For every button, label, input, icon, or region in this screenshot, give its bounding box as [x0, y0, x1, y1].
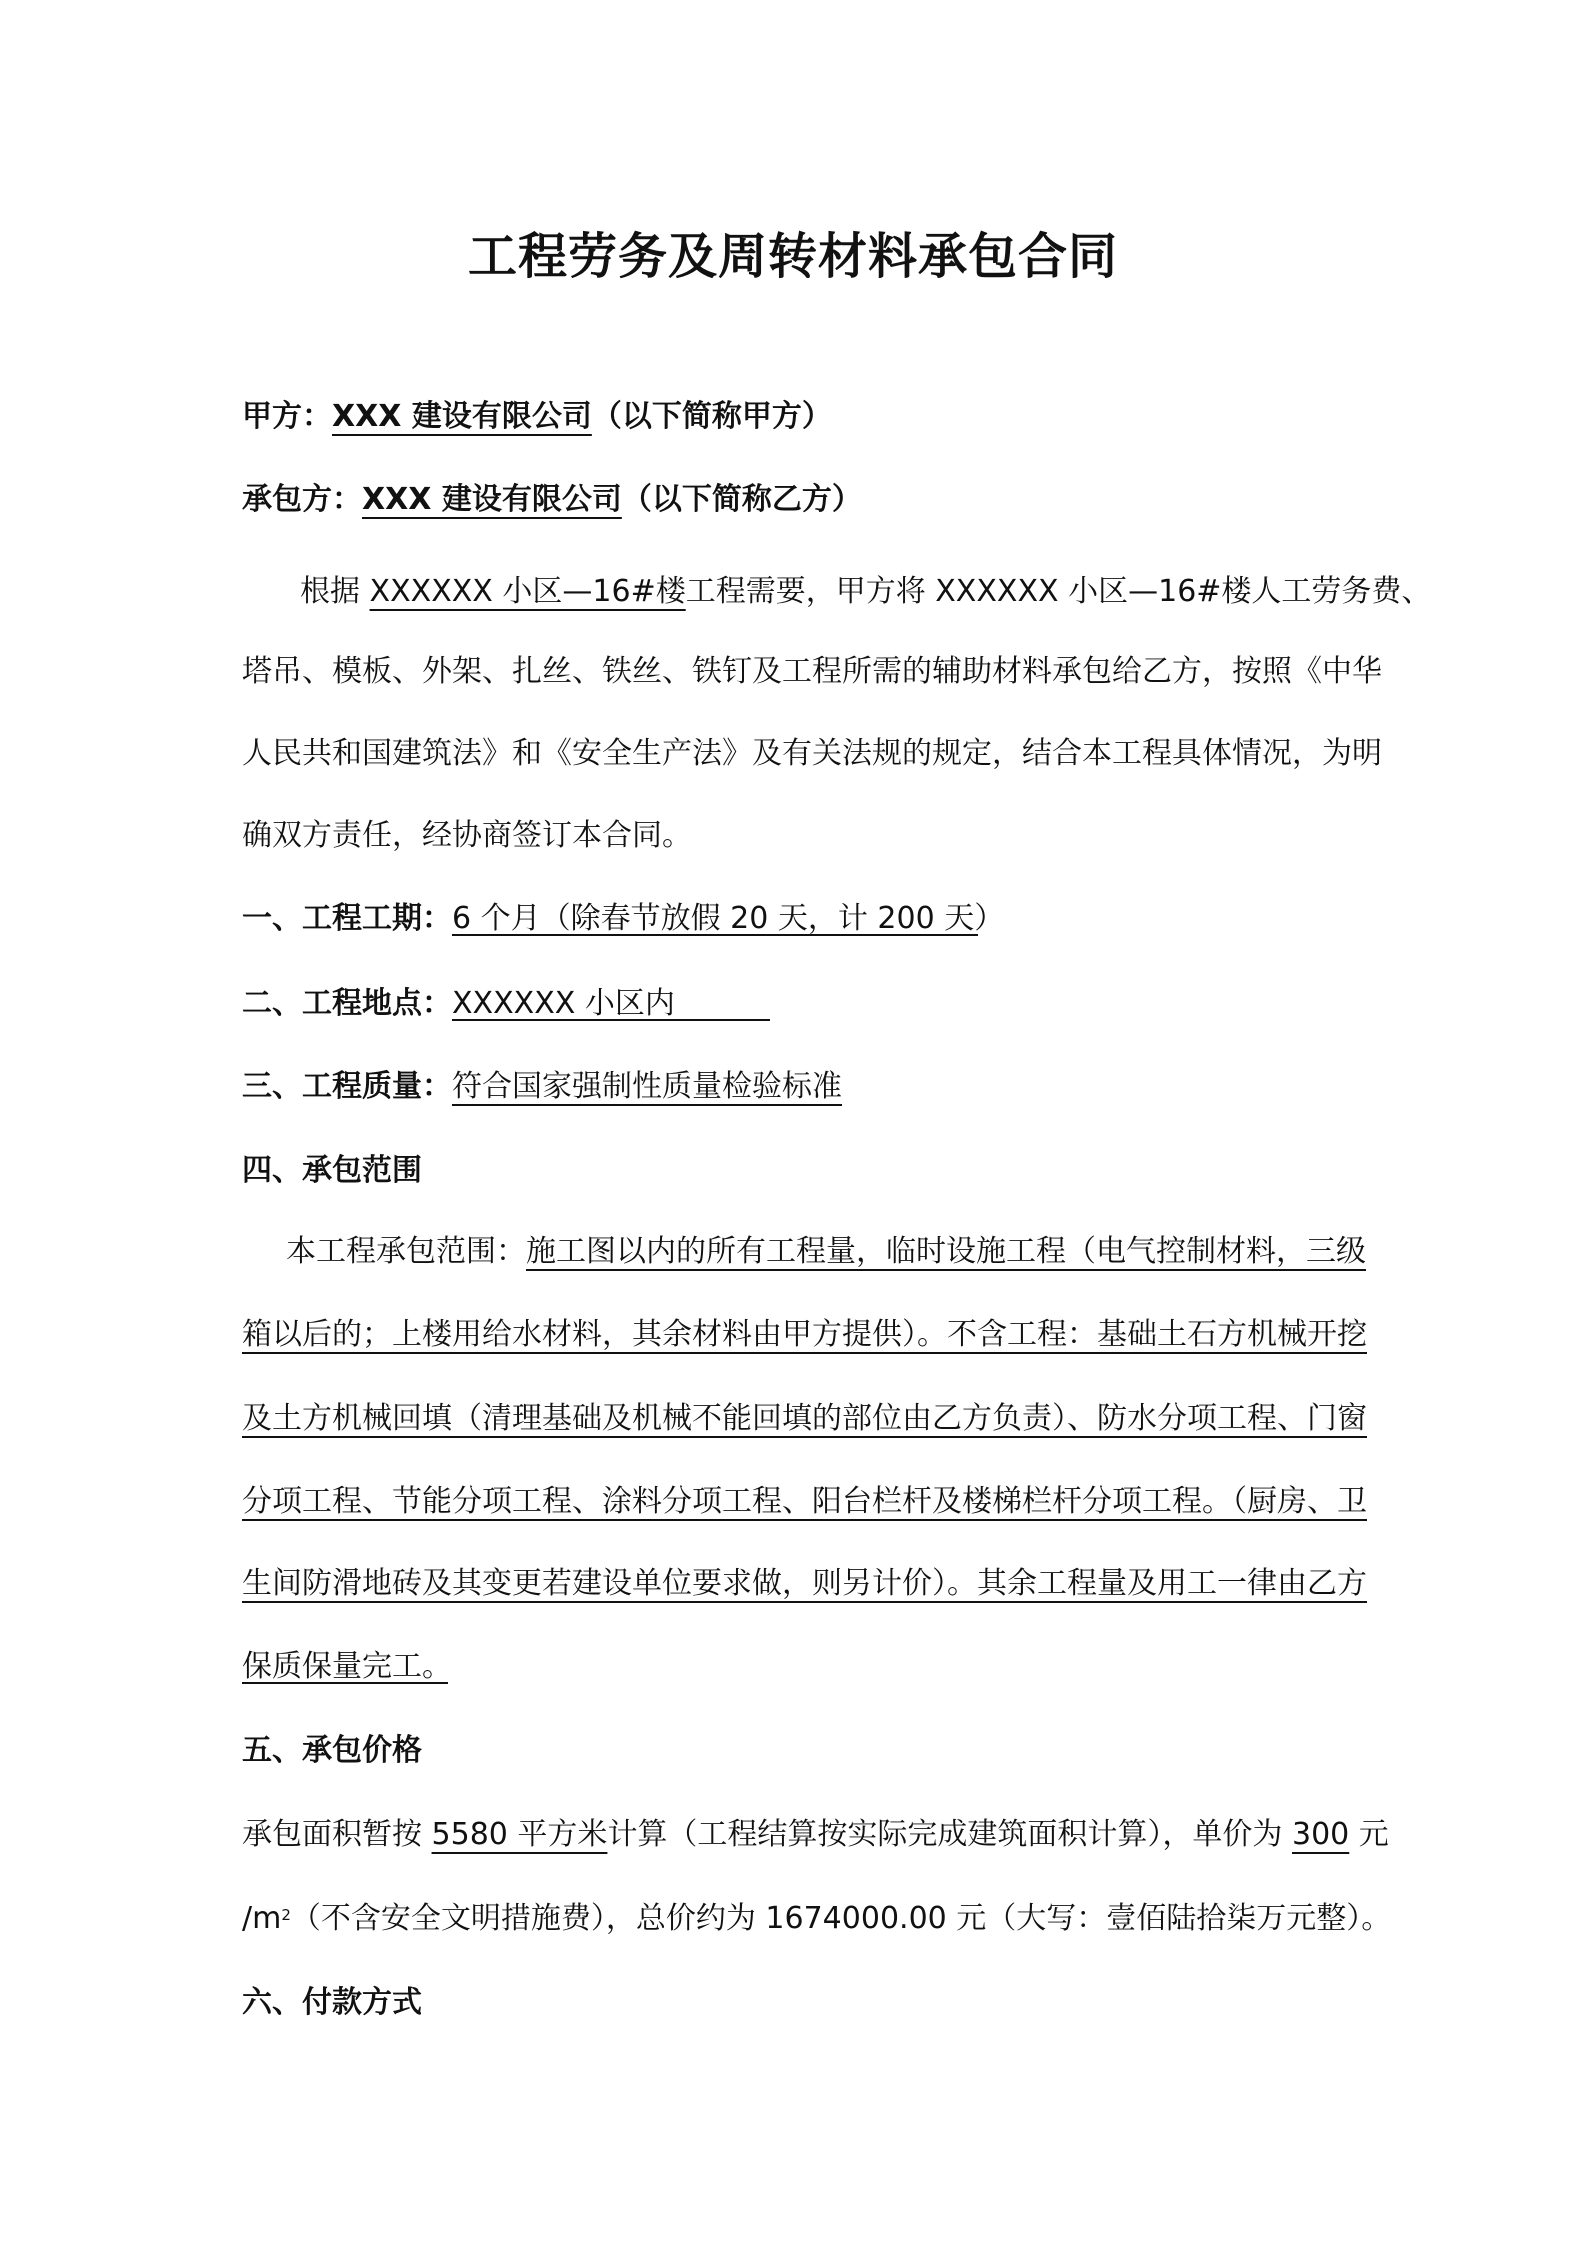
party-a-label: 甲方： — [242, 399, 332, 434]
party-b-note: （以下简称乙方） — [621, 482, 862, 517]
intro-line-1 — [300, 571, 1431, 613]
area-value: 5580 平方米 — [431, 1817, 608, 1852]
scope-line-3: 及土方机械回填（清理基础及机械不能回填的部位由乙方负责）、防水分项工程、门窗 — [242, 1401, 1367, 1436]
price-text: 元 — [1349, 1817, 1389, 1852]
section-quality — [242, 1066, 842, 1108]
party-a-line — [242, 396, 832, 438]
price-line-1 — [242, 1814, 1389, 1856]
unit-price-value: 300 — [1291, 1817, 1350, 1852]
location-field — [452, 983, 770, 1021]
section-location — [242, 983, 770, 1025]
project-name: XXXXXX 小区—16#楼 — [369, 574, 686, 609]
price-text: 计算（工程结算按实际完成建筑面积计算），单价为 — [607, 1817, 1292, 1852]
quality-value: 符合国家强制性质量检验标准 — [452, 1069, 842, 1104]
scope-text: 施工图以内的所有工程量，临时设施工程（电气控制材料，三级 — [526, 1234, 1366, 1269]
scope-line-6-field — [242, 1646, 452, 1684]
scope-intro: 本工程承包范围： — [286, 1234, 526, 1269]
party-a-name: XXX 建设有限公司 — [332, 399, 592, 434]
price-line-2 — [242, 1898, 1391, 1940]
duration-value: 6 个月（除春节放假 20 天，计 200 天） — [452, 901, 1005, 936]
scope-line-5: 生间防滑地砖及其变更若建设单位要求做，则另计价）。其余工程量及用工一律由乙方 — [242, 1566, 1367, 1601]
location-label: 二、工程地点： — [242, 986, 452, 1021]
location-value: XXXXXX 小区内 — [452, 986, 675, 1021]
duration-field — [452, 898, 1005, 936]
scope-line-6 — [242, 1646, 452, 1688]
intro-text: 工程需要，甲方将 XXXXXX 小区—16#楼人工劳务费、 — [685, 574, 1432, 609]
party-b-line — [242, 479, 862, 521]
duration-label: 一、工程工期： — [242, 901, 452, 936]
intro-line-2: 塔吊、模板、外架、扎丝、铁丝、铁钉及工程所需的辅助材料承包给乙方，按照《中华 — [242, 654, 1382, 689]
intro-line-4: 确双方责任，经协商签订本合同。 — [242, 818, 692, 853]
scope-line-4: 分项工程、节能分项工程、涂料分项工程、阳台栏杆及楼梯栏杆分项工程。（厨房、卫 — [242, 1484, 1367, 1519]
quality-label: 三、工程质量： — [242, 1069, 452, 1104]
party-a-note: （以下简称甲方） — [591, 399, 832, 434]
scope-line-2: 箱以后的；上楼用给水材料，其余材料由甲方提供）。不含工程：基础土石方机械开挖 — [242, 1317, 1367, 1352]
section-duration — [242, 898, 1005, 940]
price-unit-superscript: 2 — [281, 1906, 291, 1924]
price-unit: /m — [242, 1901, 282, 1936]
section-payment-heading: 六、付款方式 — [242, 1985, 422, 2020]
scope-text: 保质保量完工。 — [242, 1649, 452, 1684]
section-price-heading: 五、承包价格 — [242, 1733, 422, 1768]
price-text: （不含安全文明措施费），总价约为 1674000.00 元（大写：壹佰陆拾柒万元整）。 — [290, 1901, 1392, 1936]
intro-text: 根据 — [300, 574, 370, 609]
document-title: 工程劳务及周转材料承包合同 — [467, 228, 1118, 285]
scope-line-1 — [286, 1231, 1366, 1273]
section-scope-heading: 四、承包范围 — [242, 1153, 422, 1188]
intro-line-3: 人民共和国建筑法》和《安全生产法》及有关法规的规定，结合本工程具体情况，为明 — [242, 736, 1382, 771]
party-b-name: XXX 建设有限公司 — [362, 482, 622, 517]
price-text: 承包面积暂按 — [242, 1817, 432, 1852]
party-b-label: 承包方： — [242, 482, 362, 517]
